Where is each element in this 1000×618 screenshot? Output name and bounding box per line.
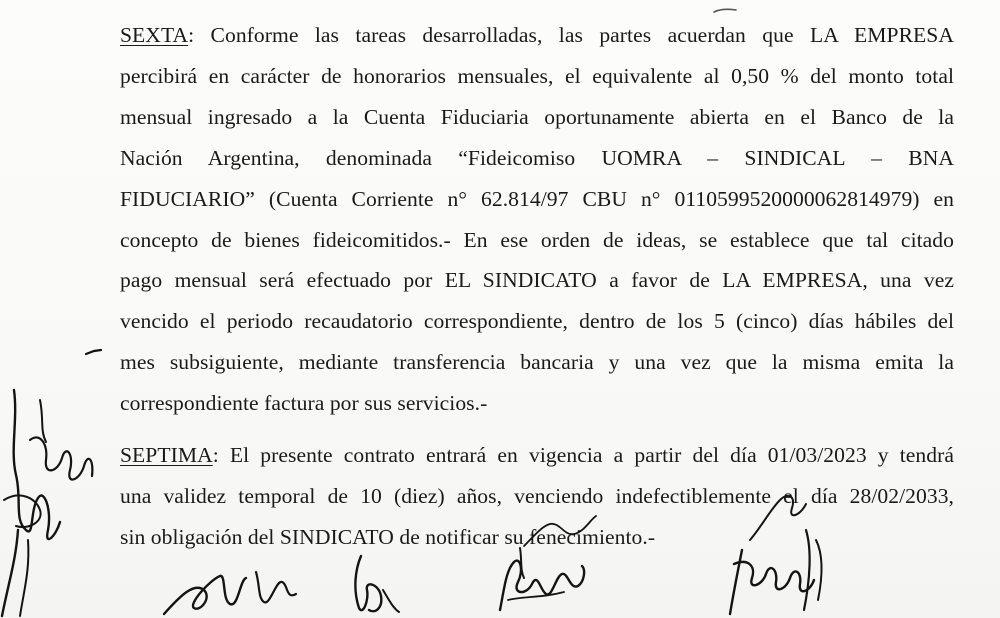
- clause-line: Nación Argentina, denominada “Fideicomiso UOMRA – SINDICAL – BNA: [120, 145, 954, 170]
- clause-line: FIDUCIARIO” (Cuenta Corriente n° 62.814/97 CBU n° 0110599520000062814979) en: [120, 186, 954, 211]
- clause-heading: SEXTA: [120, 23, 189, 47]
- clause-septima: [120, 435, 954, 558]
- clause-line: : El presente contrato entrará en vigencia a partir del día 01/03/2023 y tendrá: [212, 443, 954, 467]
- clause-sexta: [120, 15, 954, 424]
- clause-line: sin obligación del SINDICATO de notificar su fenecimiento.-: [120, 524, 656, 549]
- margin-signature: [0, 380, 110, 618]
- clause-line: concepto de bienes fideicomitidos.- En ese orden de ideas, se establece que tal citado: [120, 227, 954, 252]
- clause-line: vencido el periodo recaudatorio correspondiente, dentro de los 5 (cinco) días hábiles del: [120, 309, 954, 334]
- bottom-signature-1: [160, 560, 310, 618]
- clause-first-line: [120, 435, 954, 476]
- clause-heading: SEPTIMA: [120, 443, 213, 467]
- clause-line: percibirá en carácter de honorarios mensuales, el equivalente al 0,50 % del monto total: [120, 63, 954, 88]
- clause-line: correspondiente factura por sus servicios.-: [120, 391, 488, 416]
- clause-line: una validez temporal de 10 (diez) años, venciendo indefectiblemente el día 28/02/2033,: [120, 483, 954, 508]
- clause-line: mensual ingresado a la Cuenta Fiduciaria oportunamente abierta en el Banco de la: [120, 104, 954, 129]
- clause-line: : Conforme las tareas desarrolladas, las partes acuerdan que LA EMPRESA: [188, 23, 954, 47]
- bottom-signature-2: [345, 550, 405, 618]
- margin-dash-mark: [84, 344, 104, 358]
- clause-line: pago mensual será efectuado por EL SINDICATO a favor de LA EMPRESA, una vez: [120, 268, 954, 293]
- clause-first-line: [120, 15, 954, 56]
- clause-line: mes subsiguiente, mediante transferencia bancaria y una vez que la misma emita la: [120, 350, 954, 375]
